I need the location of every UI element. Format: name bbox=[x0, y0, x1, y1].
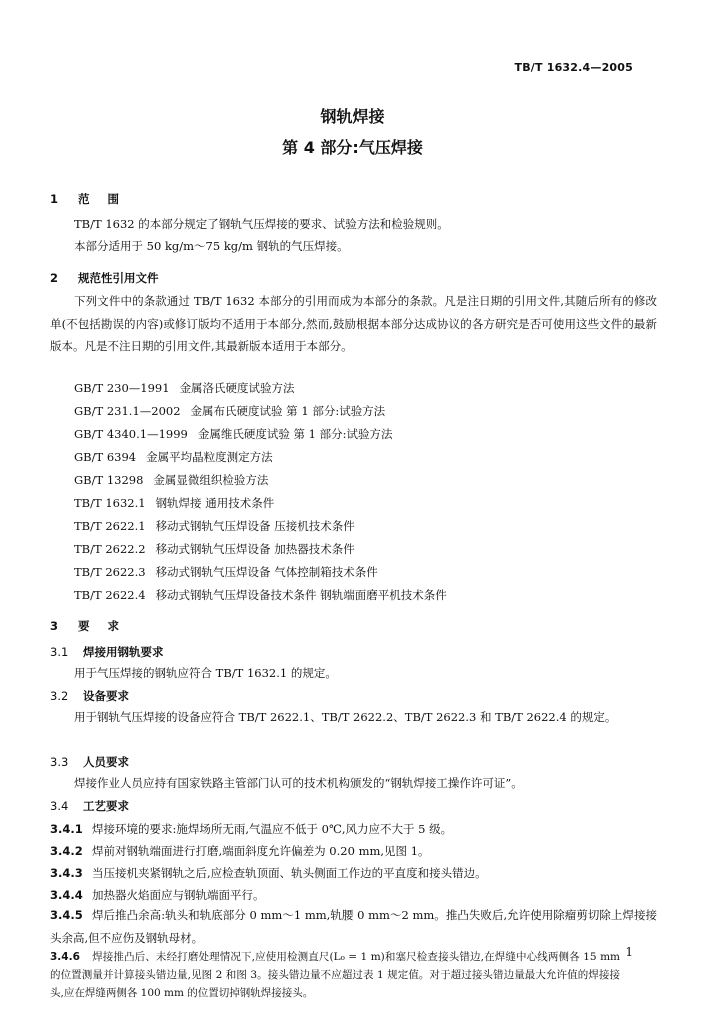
paragraph-line: TB/T 1632 的本部分规定了钢轨气压焊接的要求、试验方法和检验规则。 bbox=[74, 217, 449, 231]
section-2-heading bbox=[50, 270, 159, 286]
reference-name: 金属洛氏硬度试验方法 bbox=[179, 381, 295, 395]
document-subtitle: 第 4 部分:气压焊接 bbox=[282, 138, 423, 157]
subsection-3-2-paragraph: 用于钢轨气压焊接的设备应符合 TB/T 2622.1、TB/T 2622.2、TB/T 2622.3 和 TB/T 2622.4 的规定。 bbox=[74, 710, 617, 724]
clause-number: 3.4.4 bbox=[50, 888, 83, 902]
document-code: TB/T 1632.4—2005 bbox=[514, 61, 633, 74]
reference-item bbox=[74, 495, 274, 511]
clause-number: 3.4.2 bbox=[50, 844, 83, 858]
reference-code: TB/T 2622.1 bbox=[74, 519, 146, 533]
clause-text: 焊后推凸余高:轨头和轨底部分 0 mm～1 mm,轨腰 0 mm～2 mm。推凸失败后,允许使用除瘤剪切除上焊接接头余高,但不应伤及钢轨母材。 bbox=[50, 908, 657, 945]
clause-number: 3.4.5 bbox=[50, 908, 83, 922]
section-number: 3 bbox=[50, 619, 59, 633]
reference-item bbox=[74, 518, 355, 534]
clause-item bbox=[50, 821, 452, 837]
clause-item-3-4-5 bbox=[50, 904, 657, 949]
reference-name: 金属显微组织检验方法 bbox=[153, 473, 269, 487]
subsection-3-3-heading bbox=[50, 754, 129, 770]
reference-name: 钢轨焊接 通用技术条件 bbox=[155, 496, 275, 510]
subsection-number: 3.1 bbox=[50, 645, 69, 659]
clause-number: 3.4.6 bbox=[50, 951, 80, 963]
clause-number: 3.4.3 bbox=[50, 866, 83, 880]
reference-code: TB/T 1632.1 bbox=[74, 496, 146, 510]
page-number: 1 bbox=[625, 945, 633, 959]
reference-name: 移动式钢轨气压焊设备 加热器技术条件 bbox=[155, 542, 355, 556]
subsection-title: 人员要求 bbox=[83, 755, 129, 769]
reference-item bbox=[74, 587, 447, 603]
subsection-title: 焊接用钢轨要求 bbox=[83, 645, 164, 659]
clause-text: 焊接推凸后、未经打磨处理情况下,应使用检测直尺(L₀ = 1 m)和塞尺检查接头错边,在焊缝中心线两侧各 15 mm 的位置测量并计算接头错边量,见图 2 和图 3。接头错边量不应超过表 1 规定值。对于超过接头错边量最大允许值的焊接接头,应在焊缝两侧各 100 mm 的位置切掉钢轨焊接接头。 bbox=[50, 951, 620, 999]
clause-item-3-4-6 bbox=[50, 948, 620, 1002]
section-2-paragraph: 下列文件中的条款通过 TB/T 1632 本部分的引用而成为本部分的条款。凡是注日期的引用文件,其随后所有的修改单(不包括勘误的内容)或修订版均不适用于本部分,然而,鼓励根据本部分达成协议的各方研究是否可使用这些文件的最新版本。凡是不注日期的引用文件,其最新版本适用于本部分。 bbox=[50, 294, 657, 353]
reference-item bbox=[74, 472, 268, 488]
section-3-heading bbox=[50, 618, 137, 634]
reference-item bbox=[74, 564, 378, 580]
paragraph-line: 本部分适用于 50 kg/m～75 kg/m 钢轨的气压焊接。 bbox=[74, 239, 349, 253]
reference-item bbox=[74, 426, 393, 442]
reference-name: 移动式钢轨气压焊设备 压接机技术条件 bbox=[155, 519, 355, 533]
subsection-number: 3.2 bbox=[50, 689, 69, 703]
reference-name: 金属维氏硬度试验 第 1 部分:试验方法 bbox=[197, 427, 393, 441]
section-number: 2 bbox=[50, 271, 59, 285]
paragraph-line: 焊接作业人员应持有国家铁路主管部门认可的技术机构颁发的“钢轨焊接工操作许可证”。 bbox=[74, 776, 523, 790]
reference-code: GB/T 230—1991 bbox=[74, 381, 170, 395]
subsection-3-2-heading bbox=[50, 688, 129, 704]
section-1-heading bbox=[50, 191, 137, 207]
reference-code: GB/T 4340.1—1999 bbox=[74, 427, 188, 441]
subsection-3-1-heading bbox=[50, 644, 164, 660]
reference-name: 移动式钢轨气压焊设备技术条件 钢轨端面磨平机技术条件 bbox=[155, 588, 447, 602]
clause-text: 焊接环境的要求:施焊场所无雨,气温应不低于 0℃,风力应不大于 5 级。 bbox=[92, 822, 453, 836]
clause-text: 焊前对钢轨端面进行打磨,端面斜度允许偏差为 0.20 mm,见图 1。 bbox=[92, 844, 430, 858]
reference-item bbox=[74, 541, 355, 557]
section-number: 1 bbox=[50, 192, 59, 206]
reference-code: GB/T 6394 bbox=[74, 450, 137, 464]
clause-number: 3.4.1 bbox=[50, 822, 83, 836]
subsection-title: 工艺要求 bbox=[83, 799, 129, 813]
reference-code: TB/T 2622.3 bbox=[74, 565, 146, 579]
subsection-number: 3.4 bbox=[50, 799, 69, 813]
clause-item bbox=[50, 865, 487, 881]
section-title: 规范性引用文件 bbox=[78, 271, 159, 285]
document-title: 钢轨焊接 bbox=[320, 107, 385, 126]
section-title: 要求 bbox=[78, 619, 137, 633]
reference-name: 金属布氏硬度试验 第 1 部分:试验方法 bbox=[190, 404, 386, 418]
clause-item bbox=[50, 843, 430, 859]
subsection-number: 3.3 bbox=[50, 755, 69, 769]
reference-name: 移动式钢轨气压焊设备 气体控制箱技术条件 bbox=[155, 565, 378, 579]
reference-code: GB/T 231.1—2002 bbox=[74, 404, 181, 418]
clause-text: 当压接机夹紧钢轨之后,应检查轨顶面、轨头侧面工作边的平直度和接头错边。 bbox=[92, 866, 487, 880]
reference-item bbox=[74, 403, 385, 419]
reference-item bbox=[74, 380, 295, 396]
reference-code: TB/T 2622.4 bbox=[74, 588, 146, 602]
reference-code: TB/T 2622.2 bbox=[74, 542, 146, 556]
reference-code: GB/T 13298 bbox=[74, 473, 144, 487]
reference-name: 金属平均晶粒度测定方法 bbox=[146, 450, 273, 464]
clause-item bbox=[50, 887, 265, 903]
subsection-title: 设备要求 bbox=[83, 689, 129, 703]
section-title: 范围 bbox=[78, 192, 137, 206]
reference-item bbox=[74, 449, 273, 465]
clause-text: 加热器火焰面应与钢轨端面平行。 bbox=[92, 888, 265, 902]
paragraph-line: 用于气压焊接的钢轨应符合 TB/T 1632.1 的规定。 bbox=[74, 666, 337, 680]
subsection-3-4-heading bbox=[50, 798, 129, 814]
